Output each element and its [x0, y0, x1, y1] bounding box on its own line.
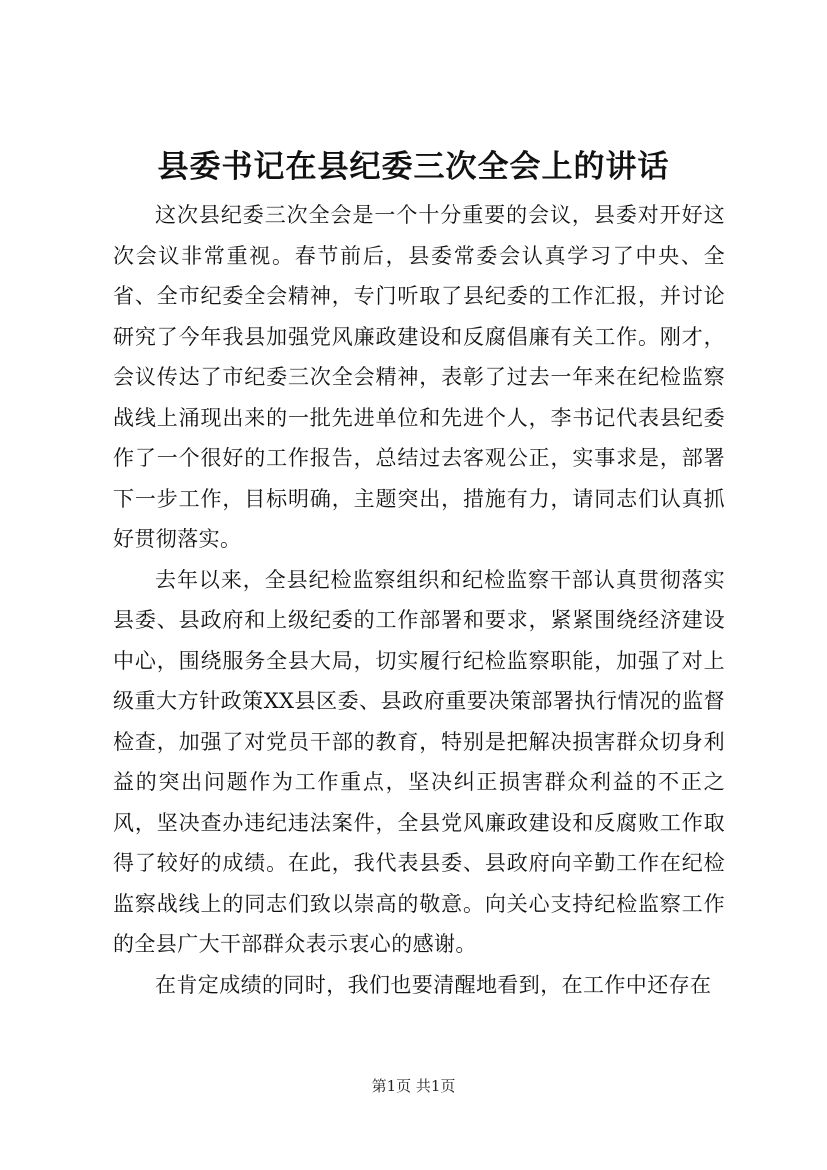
- paragraph-2: 去年以来，全县纪检监察组织和纪检监察干部认真贯彻落实县委、县政府和上级纪委的工作部署和要求，紧紧围绕经济建设中心，围绕服务全县大局，切实履行纪检监察职能，加强了对上级重大方针政策XX县区委、县政府重要决策部署执行情况的监督检查，加强了对党员干部的教育，特别是把解决损害群众切身利益的突出问题作为工作重点，坚决纠正损害群众利益的不正之风，坚决查办违纪违法案件，全县党风廉政建设和反腐败工作取得了较好的成绩。在此，我代表县委、县政府向辛勤工作在纪检监察战线上的同志们致以崇高的敬意。向关心支持纪检监察工作的全县广大干部群众表示衷心的感谢。: [113, 567, 725, 956]
- document-title: 县委书记在县纪委三次全会上的讲话: [157, 149, 670, 185]
- document-body: [113, 195, 725, 1005]
- paragraph-1: 这次县纪委三次全会是一个十分重要的会议，县委对开好这次会议非常重视。春节前后，县委常委会认真学习了中央、全省、全市纪委全会精神，专门听取了县纪委的工作汇报，并讨论研究了今年我县加强党风廉政建设和反腐倡廉有关工作。刚才，会议传达了市纪委三次全会精神，表彰了过去一年来在纪检监察战线上涌现出来的一批先进单位和先进个人，李书记代表县纪委作了一个很好的工作报告，总结过去客观公正，实事求是，部署下一步工作，目标明确，主题突出，措施有力，请同志们认真抓好贯彻落实。: [113, 203, 725, 551]
- page-footer: 第1页 共1页: [371, 1077, 456, 1095]
- paragraph-3: 在肯定成绩的同时，我们也要清醒地看到，在工作中还存在: [155, 972, 712, 997]
